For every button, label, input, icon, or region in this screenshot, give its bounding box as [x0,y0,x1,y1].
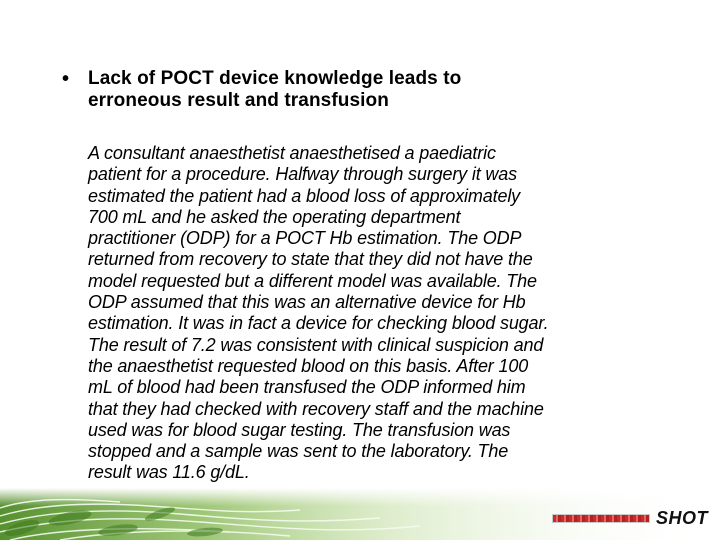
bullet-heading-line-1: Lack of POCT device knowledge leads to [88,68,462,89]
bullet-marker: • [62,68,70,90]
case-line-13: that they had checked with recovery staff and the machine [88,398,544,419]
case-line-7: model requested but a different model was available. The [88,270,537,291]
case-line-8: ODP assumed that this was an alternative device for Hb [88,292,526,313]
case-line-3: estimated the patient had a blood loss of approximately [88,185,521,206]
case-line-2: patient for a procedure. Halfway through surgery it was [88,164,517,185]
case-line-14: used was for blood sugar testing. The transfusion was [88,419,511,440]
case-line-5: practitioner (ODP) for a POCT Hb estimation. The ODP [88,228,522,249]
bullet-heading [62,68,622,112]
case-line-10: The result of 7.2 was consistent with clinical suspicion and [88,334,544,355]
case-line-4: 700 mL and he asked the operating department [88,206,461,227]
footer-leaf-band [0,488,720,540]
case-line-9: estimation. It was in fact a device for checking blood sugar. [88,313,549,334]
shot-logo: SHOT [655,508,708,528]
case-line-1: A consultant anaesthetist anaesthetised a paediatric [88,143,496,163]
case-line-11: the anaesthetist requested blood on this basis. After 100 [88,355,529,376]
case-line-15: stopped and a sample was sent to the laboratory. The [88,441,509,462]
case-line-12: mL of blood had been transfused the ODP informed him [88,377,526,398]
case-line-16: result was 11.6 g/dL. [88,462,250,483]
footer-logo-area [552,508,708,528]
bullet-heading-line-2: erroneous result and transfusion [88,90,389,111]
red-strip-decoration [552,514,650,523]
case-description [88,143,678,484]
case-line-6: returned from recovery to state that they did not have the [88,249,533,270]
bullet-heading-text [88,68,461,112]
